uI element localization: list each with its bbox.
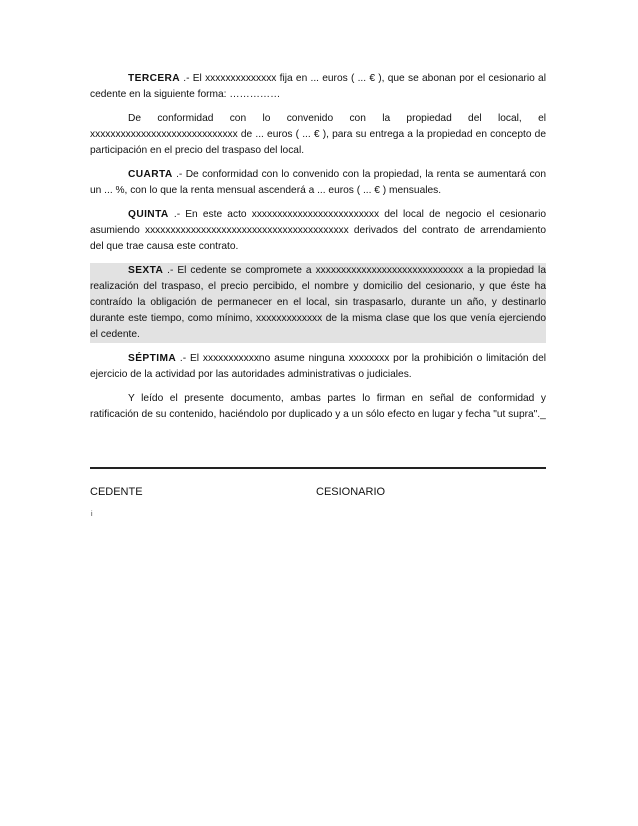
clause-text: De conformidad con lo convenido con la propiedad del local, el xxxxxxxxxxxxxxxxxxxxxxxxxxxxx de ... euros ( ... € ), para su entrega a la propiedad en concepto de participación en el precio del traspaso del local. [90,113,546,156]
clause-text: .- En este acto xxxxxxxxxxxxxxxxxxxxxxxxx del local de negocio el cesionario asumiendo xxxxxxxxxxxxxxxxxxxxxxxxxxxxxxxxxxxxxxxx derivados del contrato de arrendamiento del que trae causa este contrato. [90,209,546,252]
clause-heading: SEXTA [128,265,164,276]
clause-heading: CUARTA [128,169,173,180]
clause-cuarta [90,167,546,199]
clause-heading: SÉPTIMA [128,353,177,364]
clause-sexta [90,263,546,343]
clause-heading: TERCERA [128,73,181,84]
footer-mark: i [91,511,93,518]
clause-septima [90,351,546,383]
clause-text: Y leído el presente documento, ambas partes lo firman en señal de conformidad y ratificación de su contenido, haciéndolo por duplicado y a un sólo efecto en lugar y fecha "ut supra"._ [90,393,546,420]
clause-text: .- De conformidad con lo convenido con la propiedad, la renta se aumentará con un ... %, con lo que la renta mensual ascenderá a ... euros ( ... € ) mensuales. [90,169,546,196]
signature-divider [90,467,546,469]
clause-text: .- El xxxxxxxxxxxxxx fija en ... euros ( ... € ), que se abonan por el cesionario al cedente en la siguiente forma: …………… [90,73,546,100]
closing-paragraph [90,391,546,423]
clause-quinta [90,207,546,255]
signature-cesionario: CESIONARIO [316,486,386,498]
clause-heading: QUINTA [128,209,169,220]
signature-cedente: CEDENTE [90,486,143,498]
clause-tercera-continued [90,111,546,159]
clause-text: .- El cedente se compromete a xxxxxxxxxxxxxxxxxxxxxxxxxxxxx a la propiedad la realización del traspaso, el precio percibido, el nombre y domicilio del cesionario, y que éste ha contraído la obligación de permanecer en el local, sin traspasarlo, durante un año, y destinarlo durante este tiempo, como mínimo, xxxxxxxxxxxxx de la misma clase que los que venía ejerciendo el cedente. [90,265,546,340]
clause-tercera [90,71,546,103]
clause-text: .- El xxxxxxxxxxxno asume ninguna xxxxxxxx por la prohibición o limitación del ejercicio de la actividad por las autoridades administrativas o judiciales. [90,353,546,380]
document-body [90,71,546,431]
